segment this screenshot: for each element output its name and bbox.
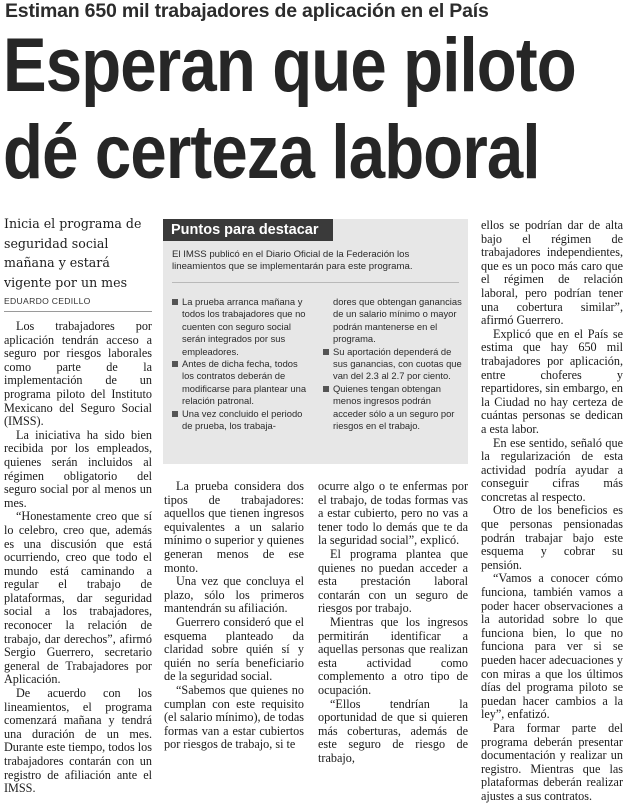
highlights-list-right xyxy=(323,296,463,432)
paragraph: Otro de los beneficios es que personas pensionadas podrán trabajar bajo este esquema y cobrar su pensión. xyxy=(481,503,623,572)
paragraph: La iniciativa ha sido bien recibida por los empleados, quienes serán incluidos al régimen obligatorio del seguro social por al menos un mes. xyxy=(4,427,152,510)
paragraph: “Sabemos que quienes no cumplan con este requisito (el salario mínimo), de todas formas van a estar cubiertos por riesgos de trabajo, si te xyxy=(164,682,304,752)
bullet-square-icon xyxy=(172,299,178,305)
paragraph: “Vamos a conocer cómo funciona, también vamos a poder hacer observaciones a la autoridad sobre lo que funciona bien, lo que no funciona para ver si se pueden hacer adecuaciones y con miras a que los últimos días del programa piloto se puedan hacer cambios a la ley”, enfatizó. xyxy=(481,571,623,722)
paragraph: Mientras que los ingresos permitirán identificar a aquellas personas que realizan esta actividad como complemento a otro tipo de ocupación. xyxy=(318,614,468,697)
body-column-2 xyxy=(164,480,304,752)
bullet-square-icon xyxy=(323,349,329,355)
list-item: Quienes tengan obtengan menos ingresos podrán acceder sólo a un seguro por riesgos en el trabajo. xyxy=(323,383,463,433)
headline-line-1: Esperan que piloto xyxy=(3,23,576,108)
bullet-square-icon xyxy=(172,411,178,417)
highlights-list-left xyxy=(172,296,312,432)
highlights-divider xyxy=(172,282,459,283)
paragraph: La prueba considera dos tipos de trabajadores: aquellos que tienen ingresos equivalentes a un salario mínimo o superior y quienes generan menos de ese monto. xyxy=(164,479,304,575)
bullet-square-icon xyxy=(323,386,329,392)
byline-divider xyxy=(4,311,152,312)
list-item: Su aportación dependerá de sus ganancias, con cuotas que van del 2.3 al 2.7 por ciento. xyxy=(323,346,463,383)
paragraph: Los trabajadores por aplicación tendrán acceso a seguro por riesgos laborales como parte de la implementación de un programa piloto del Instituto Mexicano del Seguro Social (IMSS). xyxy=(4,319,152,429)
deck: Inicia el programa de seguridad social mañana y estará vigente por un mes xyxy=(4,216,142,290)
body-column-3 xyxy=(318,480,468,765)
list-item: Antes de dicha fecha, todos los contratos deberán de modificarse para plantear una relación patronal. xyxy=(172,358,312,408)
list-item: Una vez concluido el periodo de prueba, los trabaja- xyxy=(172,408,312,433)
paragraph: Explicó que en el País se estima que hay 650 mil trabajadores por aplicación, entre choferes y repartidores, sin embargo, en la Ciudad no hay certeza de cuántas personas se dedican a esta labor. xyxy=(481,326,623,436)
kicker: Estiman 650 mil trabajadores de aplicación en el País xyxy=(5,0,489,22)
paragraph: El programa plantea que quienes no puedan acceder a esta prestación laboral contarán con un seguro de riesgos por trabajo. xyxy=(318,546,468,616)
paragraph-continuation: ocurre algo o te enfermas por el trabajo, de todas formas vas a estar cubierto, pero no vas a tener todo lo demás que te da la seguridad social”, explicó. xyxy=(318,479,468,548)
paragraph-continuation: ellos se podrían dar de alta bajo el régimen de trabajadores independientes, que es un poco más caro que el régimen de relación laboral, pero podrían tener una cobertura similar”, afirmó Guerrero. xyxy=(481,218,623,328)
highlights-title: Puntos para destacar xyxy=(163,219,333,241)
paragraph: “Ellos tendrían la oportunidad de que si quieren más coberturas, además de este seguro de riesgo de trabajo, xyxy=(318,696,468,765)
headline-line-2: dé certeza laboral xyxy=(3,110,540,195)
paragraph: En ese sentido, señaló que la regularización de esta actividad podría ayudar a conseguir cifras más concretas al respecto. xyxy=(481,435,623,504)
body-column-4 xyxy=(481,219,623,804)
paragraph: Para formar parte del programa deberán presentar documentación y realizar un registro. Mientras que las plataformas deberán realizar ajustes a sus contratos. xyxy=(481,720,623,803)
list-item: La prueba arranca mañana y todos los trabajadores que no cuenten con seguro social serán integrados por sus empleadores. xyxy=(172,296,312,358)
byline: EDUARDO CEDILLO xyxy=(4,296,91,306)
paragraph: Una vez que concluya el plazo, sólo los primeros mantendrán su afiliación. xyxy=(164,574,304,616)
paragraph: Guerrero consideró que el esquema planteado da claridad sobre quién sí y quién no sería beneficiario de la seguridad social. xyxy=(164,614,304,684)
bullet-square-icon xyxy=(172,361,178,367)
body-column-1 xyxy=(4,320,152,796)
paragraph: De acuerdo con los lineamientos, el programa comenzará mañana y tendrá una duración de un mes. Durante este tiempo, todos los trabajadores contarán con un registro de afiliación ante el IMSS. xyxy=(4,686,152,796)
highlights-intro: El IMSS publicó en el Diario Oficial de la Federación los lineamientos que se implementarán para este programa. xyxy=(172,249,413,272)
list-item-continuation: dores que obtengan ganancias de un salario mínimo o mayor podrán mantenerse en el programa. xyxy=(333,296,462,345)
paragraph: “Honestamente creo que sí lo celebro, creo que, además es una discusión que está ocurriendo, creo que todo el mundo está caminando a regular el trabajo de plataformas, dar seguridad social a los trabajadores, reconocer la relación de trabajo, dar derechos”, afirmó Sergio Guerrero, secretario general de Trabajadores por Aplicación. xyxy=(4,509,152,687)
highlights-box xyxy=(163,219,468,464)
